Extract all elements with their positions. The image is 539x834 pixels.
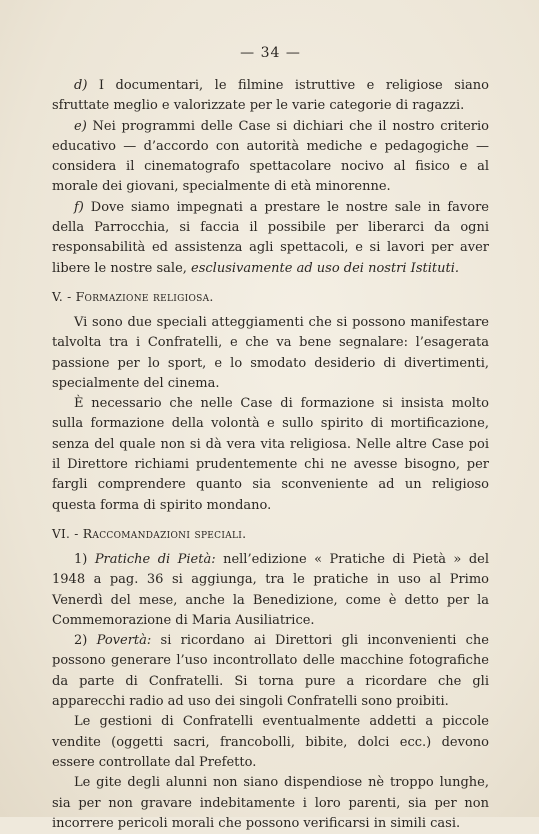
item-f-text: Dove siamo impegnati a prestare le nostre sale in favore della Parrocchia, si faccia il possibile per liberarci da ogni responsabilità ed assistenza agli spettacoli, e si lavori per aver libere le nostre sale, xyxy=(52,199,489,276)
item-d-marker: d) xyxy=(74,78,88,93)
section-vi-title: Raccomandazioni speciali. xyxy=(82,525,247,541)
paragraph-gite: Le gite degli alunni non siano dispendiose nè troppo lunghe, sia per non gravare indebitamente i loro parenti, sia per non incorrere pericoli morali che possono verificarsi in simili casi. xyxy=(52,775,489,831)
section-v-title: Formazione religiosa. xyxy=(75,288,214,304)
item-f xyxy=(52,198,489,279)
section-vi-heading xyxy=(52,525,489,543)
item-2 xyxy=(52,631,489,712)
paragraph-gestioni: Le gestioni di Confratelli eventualmente addetti a piccole vendite (oggetti sacri, francobolli, bibite, dolci ecc.) devono essere controllate dal Prefetto. xyxy=(52,714,489,770)
section-vi-number: VI. - xyxy=(52,526,83,541)
section-v-number: V. - xyxy=(52,289,76,304)
item-f-marker: f) xyxy=(74,199,84,215)
item-e xyxy=(52,117,489,198)
section-v-heading xyxy=(52,288,489,306)
item-d-text: I documentari, le filmine istruttive e religiose siano sfruttate meglio e valorizzate per le varie categorie di ragazzi. xyxy=(52,78,489,114)
item-e-marker: e) xyxy=(74,118,87,134)
item-1-marker: 1) xyxy=(74,551,95,567)
item-2-text: si ricordano ai Direttori gli inconvenienti che possono generare l’uso incontrollato delle macchine fotografiche da parte di Confratelli. Si torna pure a ricordare che gli apparecchi radio ad uso dei singoli Confratelli sono proibiti. xyxy=(52,633,489,710)
item-d xyxy=(52,76,489,117)
paragraph-v1: Vi sono due speciali atteggiamenti che si possono manifestare talvolta tra i Confratelli, e che va bene segnalare: l’esagerata passione per lo sport, e lo smodato desiderio di divertimenti, specialmente del cinema. xyxy=(52,314,489,391)
item-1-title: Pratiche di Pietà: xyxy=(94,551,216,567)
paragraph-v2: È necessario che nelle Case di formazione si insista molto sulla formazione della volontà e sullo spirito di mortificazione, senza del quale non si dà vera vita religiosa. Nelle altre Case poi il Direttore richiami prudentemente chi ne avesse bisogno, per fargli comprendere quanto sia sconveniente ad un religioso questa forma di spirito mondano. xyxy=(52,396,489,513)
item-f-emphasis: esclusivamente ad uso dei nostri Istituti. xyxy=(191,260,459,276)
item-2-title: Povertà: xyxy=(96,633,152,649)
page-number: — 34 — xyxy=(240,45,301,61)
item-e-text: Nei programmi delle Case si dichiari che il nostro criterio educativo — d’accordo con autorità mediche e pedagogiche — considera il cinematografo spettacolare nocivo al fisico e al morale dei giovani, specialmente di età minorenne. xyxy=(52,118,489,195)
item-1-text: nell’edizione « Pratiche di Pietà » del 1948 a pag. 36 si aggiunga, tra le pratiche in uso al Primo Venerdì del mese, anche la Benedizione, come è detto per la Commemorazione di Maria Ausiliatrice. xyxy=(52,551,489,628)
item-1 xyxy=(52,550,489,631)
item-2-marker: 2) xyxy=(74,633,97,649)
